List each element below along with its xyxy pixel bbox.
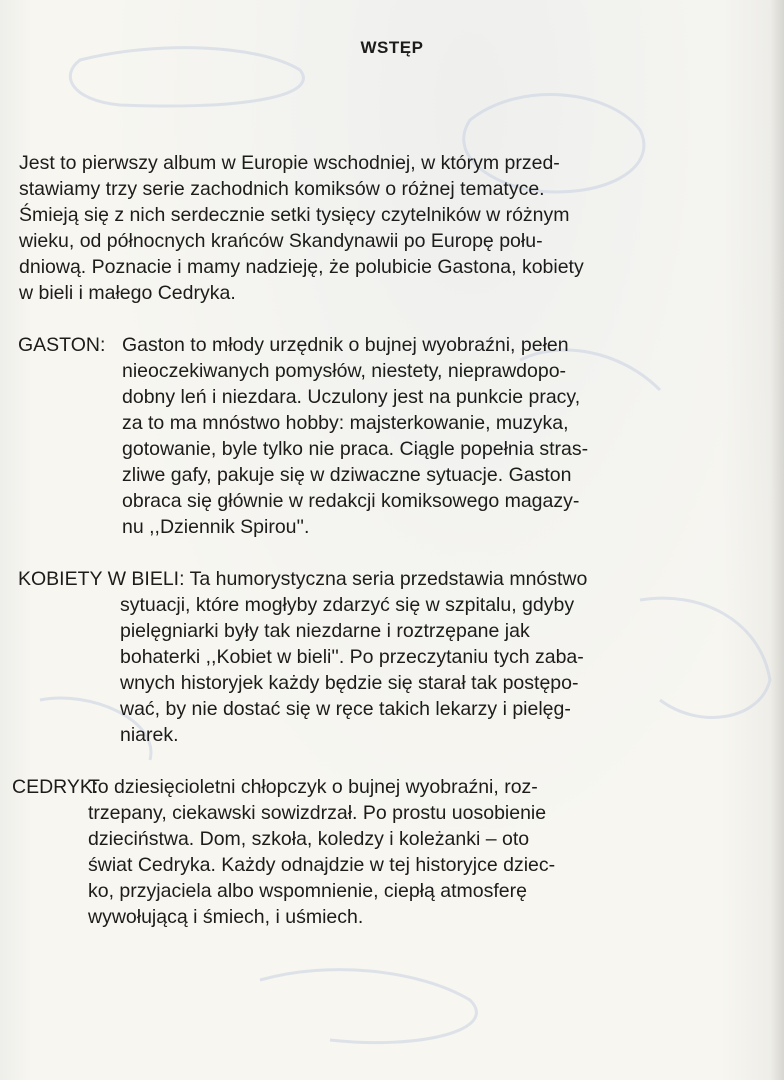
entry-line: dobny leń i niezdara. Uczulony jest na punkcie pracy, (122, 386, 581, 408)
entry-first-line (18, 566, 587, 592)
page-edge-shadow (770, 0, 784, 1080)
entry-line: To dziesięcioletni chłopczyk o bujnej wyobraźni, roz- (88, 776, 538, 798)
entry-kobiety-w-bieli (18, 566, 588, 746)
entry-body (120, 592, 584, 748)
entry-body (122, 332, 588, 540)
entry-label: CEDRYK: (12, 776, 99, 798)
entry-line: wywołującą i śmiech, i uśmiech. (88, 906, 364, 928)
entry-label: GASTON: (18, 334, 106, 356)
entry-line: bohaterki ,,Kobiet w bieli''. Po przeczytaniu tych zaba- (120, 646, 584, 668)
entry-line: obraca się głównie w redakcji komiksowego magazy- (122, 490, 580, 512)
intro-line: Śmieją się z nich serdecznie setki tysięcy czytelników w różnym (19, 204, 570, 226)
page-title: WSTĘP (360, 38, 424, 57)
intro-paragraph (19, 150, 679, 306)
entry-line: dzieciństwa. Dom, szkoła, koledzy i koleżanki – oto (88, 828, 530, 850)
entry-line: sytuacji, które mogłyby zdarzyć się w szpitalu, gdyby (120, 594, 575, 616)
entry-line: gotowanie, byle tylko nie praca. Ciągle popełnia stras- (122, 438, 589, 460)
entry-line: za to ma mnóstwo hobby: majsterkowanie, muzyka, (122, 412, 569, 434)
entry-line: niarek. (120, 724, 179, 746)
entry-line: nieoczekiwanych pomysłów, niestety, nieprawdopo- (122, 360, 567, 382)
entry-line: trzepany, ciekawski sowizdrzał. Po prostu uosobienie (88, 802, 547, 824)
intro-line: wieku, od północnych krańców Skandynawii po Europę połu- (19, 230, 543, 252)
entry-body (88, 774, 555, 930)
entry-line: wnych historyjek każdy będzie się starał tak postępo- (120, 672, 579, 694)
entry-line: zliwe gafy, pakuje się w dziwaczne sytuacje. Gaston (122, 464, 572, 486)
entry-line: nu ,,Dziennik Spirou''. (122, 516, 310, 538)
entry-line: ko, przyjaciela albo wspomnienie, ciepłą atmosferę (88, 880, 527, 902)
entry-line: Gaston to młody urzędnik o bujnej wyobraźni, pełen (122, 334, 569, 356)
entry-line: wać, by nie dostać się w ręce takich lekarzy i pielęg- (120, 698, 571, 720)
entry-line: świat Cedryka. Każdy odnajdzie w tej historyjce dziec- (88, 854, 556, 876)
entry-label: KOBIETY W BIELI: (18, 568, 185, 590)
intro-line: dniową. Poznacie i mamy nadzieję, że polubicie Gastona, kobiety (19, 256, 584, 278)
entry-line: pielęgniarki były tak niezdarne i roztrzępane jak (120, 620, 530, 642)
intro-line: w bieli i małego Cedryka. (19, 282, 236, 304)
intro-line: stawiamy trzy serie zachodnich komiksów o różnej tematyce. (19, 178, 545, 200)
entry-line: Ta humorystyczna seria przedstawia mnóstwo (189, 568, 588, 590)
intro-line: Jest to pierwszy album w Europie wschodniej, w którym przed- (19, 152, 560, 174)
